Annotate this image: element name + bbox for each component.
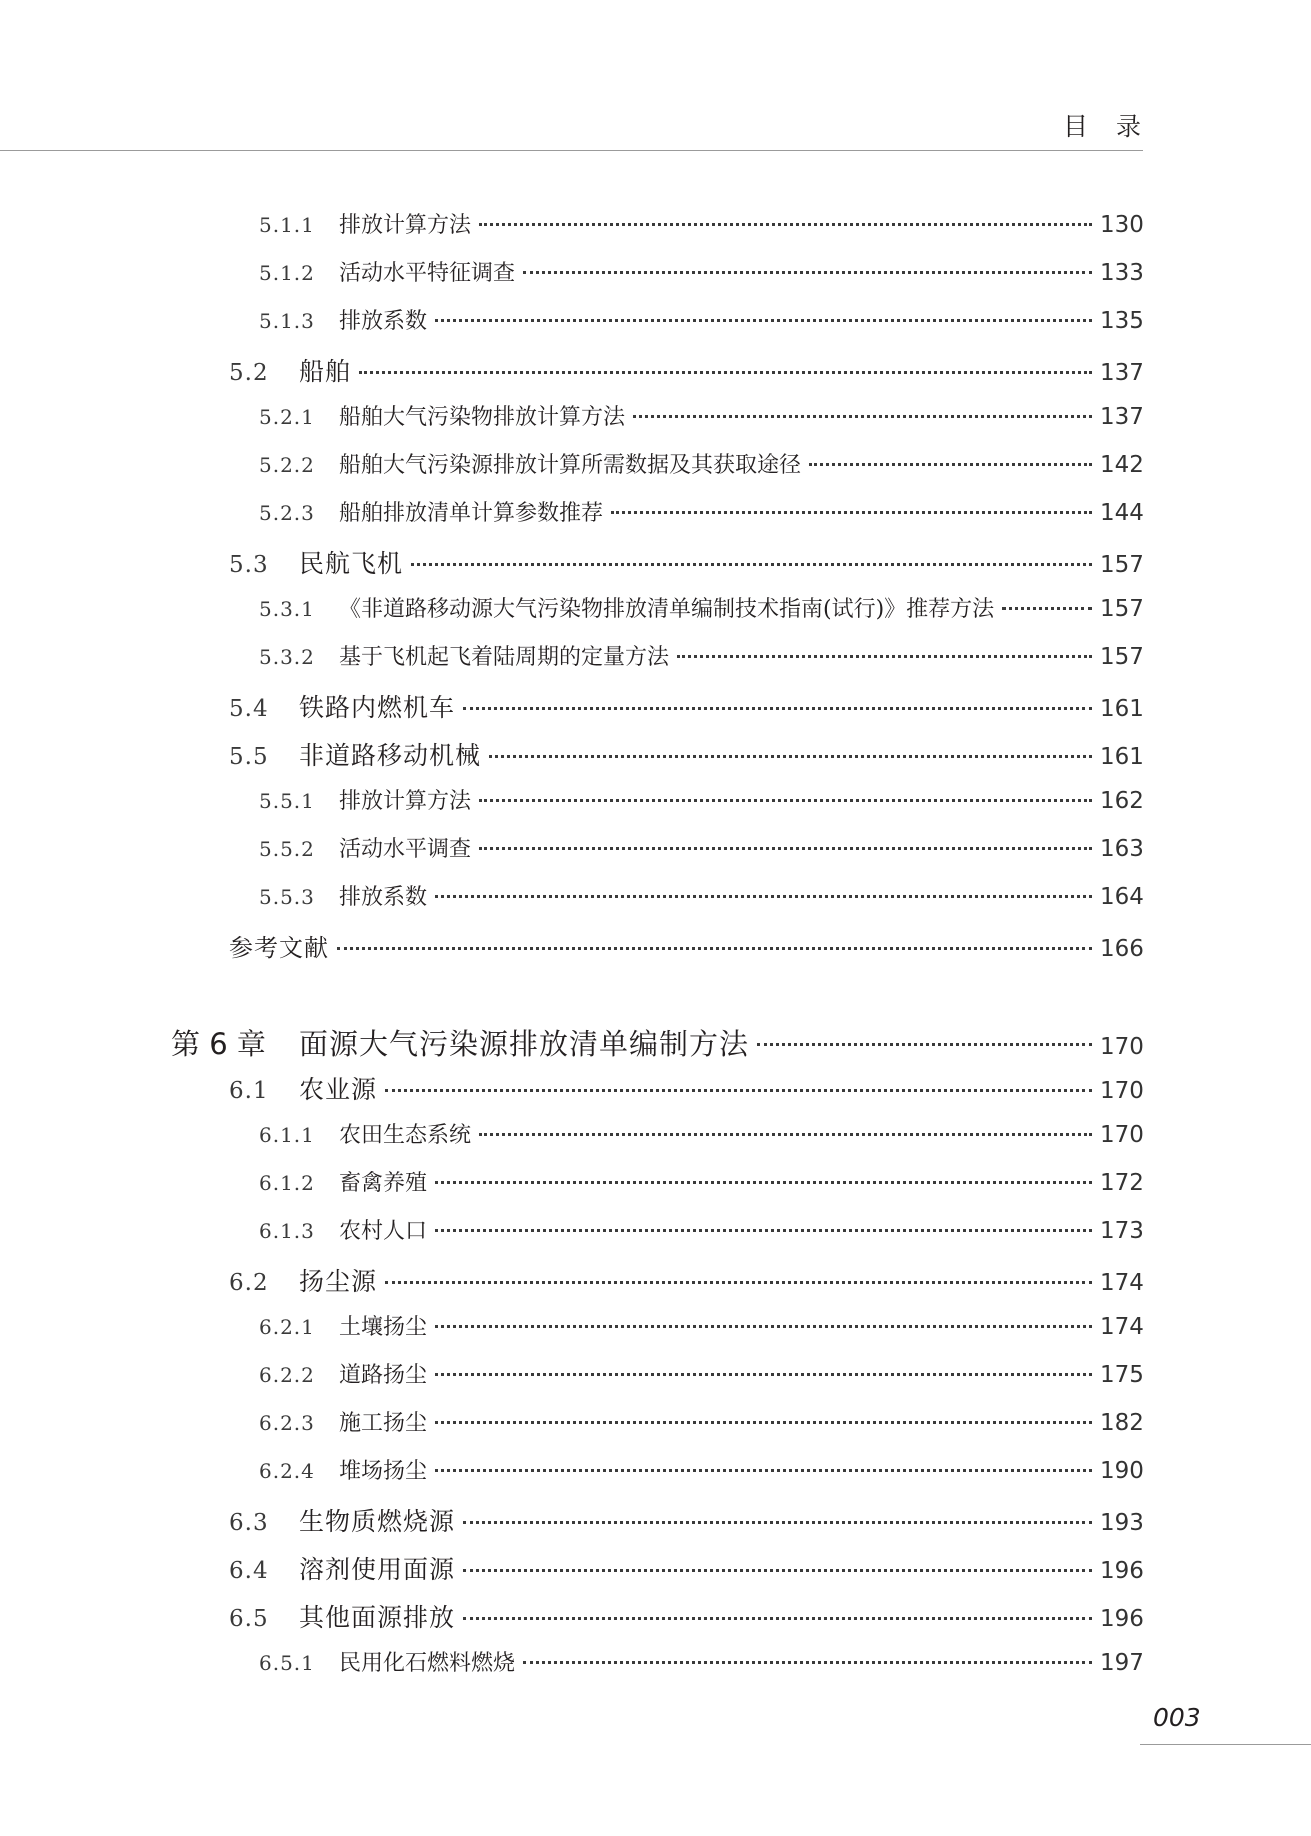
toc-entry-title: 活动水平调查 xyxy=(339,837,472,862)
toc-entry-number: 5.3.1 xyxy=(259,597,315,621)
toc-entry-number: 6.2.4 xyxy=(259,1459,315,1483)
toc-entry[interactable] xyxy=(259,1310,1144,1341)
toc-entry[interactable] xyxy=(259,1454,1144,1485)
toc-entry-number: 5.1.1 xyxy=(259,213,315,237)
toc-entry-title: 农业源 xyxy=(299,1075,378,1104)
toc-entry-page: 161 xyxy=(1100,744,1144,770)
toc-entry-number: 5.2.2 xyxy=(259,453,315,477)
toc-entry-page: 166 xyxy=(1100,936,1144,962)
toc-entry-title: 农田生态系统 xyxy=(339,1123,472,1148)
toc-entry-page: 174 xyxy=(1100,1314,1144,1340)
toc-entry-page: 137 xyxy=(1100,360,1144,386)
dot-leader xyxy=(479,1130,1092,1136)
toc-entry-number: 6.5.1 xyxy=(259,1651,315,1675)
dot-leader xyxy=(435,1226,1092,1232)
toc-entry-title: 船舶排放清单计算参数推荐 xyxy=(339,501,604,526)
toc-entry[interactable] xyxy=(229,1502,1144,1538)
toc-entry[interactable] xyxy=(259,208,1144,239)
dot-leader xyxy=(1002,604,1092,610)
toc-entry-page: 161 xyxy=(1100,696,1144,722)
dot-leader xyxy=(463,1614,1092,1620)
dot-leader xyxy=(463,1566,1092,1572)
toc-entry-number: 5.5.3 xyxy=(259,885,315,909)
toc-entry-number: 第 6 章 xyxy=(171,1027,266,1061)
toc-entry-page: 170 xyxy=(1100,1034,1144,1060)
toc-entry-title: 土壤扬尘 xyxy=(339,1315,428,1340)
running-header xyxy=(0,98,1169,151)
running-header-title: 目录 xyxy=(1062,112,1169,141)
dot-leader xyxy=(489,752,1092,758)
toc-entry[interactable] xyxy=(259,304,1144,335)
toc-entry-page: 164 xyxy=(1100,884,1144,910)
toc-entry-page: 137 xyxy=(1100,404,1144,430)
toc-entry[interactable] xyxy=(259,640,1144,671)
toc-entry-number: 6.2.2 xyxy=(259,1363,315,1387)
toc-entry-page: 157 xyxy=(1100,596,1144,622)
toc-entry[interactable] xyxy=(229,1598,1144,1634)
toc-entry-page: 190 xyxy=(1100,1458,1144,1484)
toc-entry-title: 基于飞机起飞着陆周期的定量方法 xyxy=(339,645,670,670)
dot-leader xyxy=(677,652,1092,658)
toc-chapter-entry[interactable] xyxy=(171,1022,1144,1063)
toc-entry-title: 扬尘源 xyxy=(299,1267,378,1296)
dot-leader xyxy=(435,1178,1092,1184)
toc-entry-number: 6.1.2 xyxy=(259,1171,315,1195)
toc-entry-title: 其他面源排放 xyxy=(299,1603,456,1632)
toc-entry-number: 5.5 xyxy=(229,744,269,770)
toc-entry[interactable] xyxy=(259,832,1144,863)
toc-entry-title: 畜禽养殖 xyxy=(339,1171,428,1196)
dot-leader xyxy=(435,1466,1092,1472)
toc-entry-number: 5.3 xyxy=(229,552,269,578)
toc-entry-title: 溶剂使用面源 xyxy=(299,1555,456,1584)
toc-entry-title: 船舶 xyxy=(299,357,352,386)
dot-leader xyxy=(337,944,1092,950)
toc-entry-number: 5.1.2 xyxy=(259,261,315,285)
dot-leader xyxy=(809,460,1092,466)
toc-entry[interactable] xyxy=(259,1406,1144,1437)
toc-entry-title: 排放系数 xyxy=(339,309,428,334)
toc-entry-page: 196 xyxy=(1100,1558,1144,1584)
toc-entry-title: 堆场扬尘 xyxy=(339,1459,428,1484)
toc-entry-title: 施工扬尘 xyxy=(339,1411,428,1436)
toc-entry-page: 193 xyxy=(1100,1510,1144,1536)
toc-entry[interactable] xyxy=(259,1214,1144,1245)
toc-entry[interactable] xyxy=(259,784,1144,815)
dot-leader xyxy=(435,1370,1092,1376)
dot-leader xyxy=(411,560,1092,566)
toc-entry[interactable] xyxy=(229,1262,1144,1298)
toc-entry-page: 196 xyxy=(1100,1606,1144,1632)
toc-entry-title: 参考文献 xyxy=(229,934,329,962)
toc-entry-page: 175 xyxy=(1100,1362,1144,1388)
toc-entry-number: 6.1 xyxy=(229,1078,269,1104)
toc-entry-page: 144 xyxy=(1100,500,1144,526)
toc-entry-number: 5.4 xyxy=(229,696,269,722)
toc-entry-number: 6.2 xyxy=(229,1270,269,1296)
toc-entry-title: 非道路移动机械 xyxy=(299,741,482,770)
toc-entry-number: 6.1.1 xyxy=(259,1123,315,1147)
toc-entry-page: 172 xyxy=(1100,1170,1144,1196)
toc-entry[interactable] xyxy=(259,256,1144,287)
toc-entry[interactable] xyxy=(229,736,1144,772)
dot-leader xyxy=(479,796,1092,802)
toc-entry[interactable] xyxy=(229,928,1144,963)
toc-entry-title: 船舶大气污染物排放计算方法 xyxy=(339,405,626,430)
toc-entry[interactable] xyxy=(229,544,1144,580)
toc-entry-page: 157 xyxy=(1100,644,1144,670)
toc-entry-page: 157 xyxy=(1100,552,1144,578)
toc-entry-number: 6.1.3 xyxy=(259,1219,315,1243)
toc-entry-title: 《非道路移动源大气污染物排放清单编制技术指南(试行)》推荐方法 xyxy=(339,597,995,622)
toc-entry-title: 排放系数 xyxy=(339,885,428,910)
dot-leader xyxy=(435,1418,1092,1424)
toc-entry-title: 民用化石燃料燃烧 xyxy=(339,1651,516,1676)
toc-entry-page: 162 xyxy=(1100,788,1144,814)
toc-entry[interactable] xyxy=(259,592,1144,623)
toc-entry-number: 5.5.1 xyxy=(259,789,315,813)
toc-entry-number: 5.3.2 xyxy=(259,645,315,669)
toc-entry-title: 排放计算方法 xyxy=(339,789,472,814)
toc-entry-number: 6.4 xyxy=(229,1558,269,1584)
toc-entry[interactable] xyxy=(259,1358,1144,1389)
toc-entry-title: 船舶大气污染源排放计算所需数据及其获取途径 xyxy=(339,453,802,478)
toc-entry-title: 活动水平特征调查 xyxy=(339,261,516,286)
toc-entry-title: 排放计算方法 xyxy=(339,213,472,238)
dot-leader xyxy=(479,220,1092,226)
dot-leader xyxy=(385,1086,1092,1092)
toc-entry-number: 5.5.2 xyxy=(259,837,315,861)
toc-entry[interactable] xyxy=(259,1118,1144,1149)
toc-entry-number: 6.5 xyxy=(229,1606,269,1632)
page-number: 003 xyxy=(1153,1703,1201,1732)
toc-entry-page: 142 xyxy=(1100,452,1144,478)
toc-entry-title: 农村人口 xyxy=(339,1219,428,1244)
toc-entry[interactable] xyxy=(259,448,1144,479)
toc-entry[interactable] xyxy=(259,1646,1144,1677)
toc-entry[interactable] xyxy=(229,1550,1144,1586)
dot-leader xyxy=(463,704,1092,710)
toc-entry-number: 6.2.3 xyxy=(259,1411,315,1435)
dot-leader xyxy=(757,1040,1092,1046)
toc-entry-title: 生物质燃烧源 xyxy=(299,1507,456,1536)
toc-entry-number: 5.2.1 xyxy=(259,405,315,429)
dot-leader xyxy=(611,508,1092,514)
dot-leader xyxy=(435,892,1092,898)
toc-entry-title: 民航飞机 xyxy=(299,549,404,578)
toc-entry-page: 173 xyxy=(1100,1218,1144,1244)
dot-leader xyxy=(523,1658,1092,1664)
dot-leader xyxy=(633,412,1092,418)
toc-entry[interactable] xyxy=(259,496,1144,527)
toc-entry-number: 5.2.3 xyxy=(259,501,315,525)
toc-entry-title: 面源大气污染源排放清单编制方法 xyxy=(299,1027,750,1061)
toc-entry[interactable] xyxy=(259,400,1144,431)
toc-entry-page: 170 xyxy=(1100,1122,1144,1148)
toc-entry[interactable] xyxy=(229,688,1144,724)
toc-entry[interactable] xyxy=(229,352,1144,388)
toc-entry-page: 135 xyxy=(1100,308,1144,334)
dot-leader xyxy=(359,368,1092,374)
dot-leader xyxy=(385,1278,1092,1284)
dot-leader xyxy=(479,844,1092,850)
toc-entry-title: 道路扬尘 xyxy=(339,1363,428,1388)
folio-rule xyxy=(1140,1744,1311,1745)
toc-entry-page: 174 xyxy=(1100,1270,1144,1296)
toc-entry[interactable] xyxy=(229,1070,1144,1106)
dot-leader xyxy=(463,1518,1092,1524)
toc-entry-number: 6.3 xyxy=(229,1510,269,1536)
dot-leader xyxy=(435,316,1092,322)
toc-entry-title: 铁路内燃机车 xyxy=(299,693,456,722)
toc-entry[interactable] xyxy=(259,1166,1144,1197)
toc-entry-page: 130 xyxy=(1100,212,1144,238)
dot-leader xyxy=(523,268,1092,274)
toc-entry-number: 6.2.1 xyxy=(259,1315,315,1339)
toc-entry-page: 170 xyxy=(1100,1078,1144,1104)
toc-entry-number: 5.2 xyxy=(229,360,269,386)
toc-entry-page: 163 xyxy=(1100,836,1144,862)
toc-entry-page: 197 xyxy=(1100,1650,1144,1676)
toc-entry-page: 133 xyxy=(1100,260,1144,286)
toc-entry-page: 182 xyxy=(1100,1410,1144,1436)
toc-entry-number: 5.1.3 xyxy=(259,309,315,333)
dot-leader xyxy=(435,1322,1092,1328)
toc-entry[interactable] xyxy=(259,880,1144,911)
